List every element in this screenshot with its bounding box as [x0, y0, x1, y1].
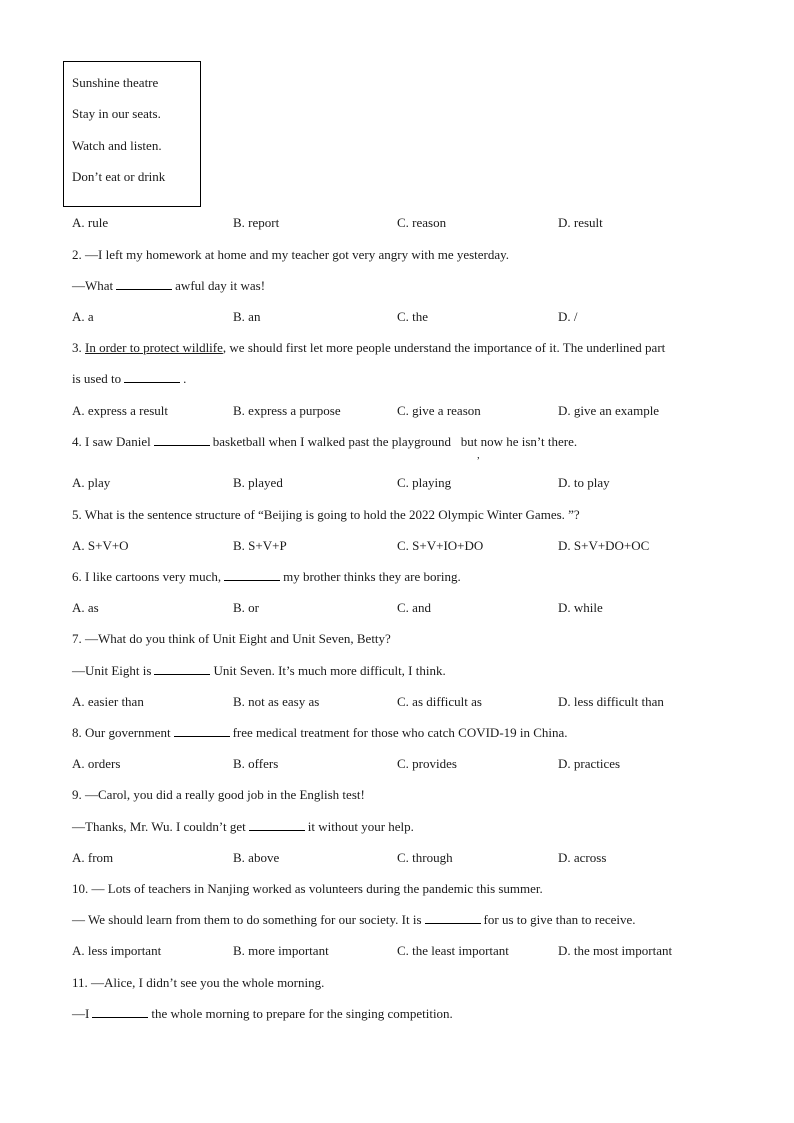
answer-blank[interactable] — [224, 569, 280, 581]
notice-line: Sunshine theatre — [72, 75, 159, 90]
option-d[interactable]: D. give an example — [558, 403, 660, 418]
answer-blank[interactable] — [425, 912, 481, 924]
option-d[interactable]: D. while — [558, 600, 603, 615]
q11-line2: —I the whole morning to prepare for the singing competition. — [72, 1006, 453, 1021]
option-b[interactable]: B. express a purpose — [233, 403, 341, 418]
option-b[interactable]: B. an — [233, 309, 261, 324]
notice-line: Stay in our seats. — [72, 106, 161, 121]
option-b[interactable]: B. S+V+P — [233, 538, 287, 553]
answer-blank[interactable] — [92, 1006, 148, 1018]
option-c[interactable]: C. through — [397, 850, 453, 865]
answer-blank[interactable] — [124, 371, 180, 383]
option-c[interactable]: C. the — [397, 309, 429, 324]
notice-line: Watch and listen. — [72, 138, 162, 153]
option-a[interactable]: A. S+V+O — [72, 538, 129, 553]
stray-comma: , — [477, 449, 480, 461]
option-c[interactable]: C. the least important — [397, 943, 509, 958]
option-d[interactable]: D. across — [558, 850, 607, 865]
answer-blank[interactable] — [154, 663, 210, 675]
option-c[interactable]: C. S+V+IO+DO — [397, 538, 484, 553]
option-a[interactable]: A. a — [72, 309, 94, 324]
q9-stem: 9. —Carol, you did a really good job in the English test! — [72, 787, 365, 802]
option-c[interactable]: C. and — [397, 600, 431, 615]
option-a[interactable]: A. less important — [72, 943, 162, 958]
q11-stem: 11. —Alice, I didn’t see you the whole morning. — [72, 975, 325, 990]
option-c[interactable]: C. as difficult as — [397, 694, 482, 709]
option-b[interactable]: B. not as easy as — [233, 694, 320, 709]
option-d[interactable]: D. / — [558, 309, 578, 324]
option-a[interactable]: A. easier than — [72, 694, 144, 709]
option-a[interactable]: A. from — [72, 850, 114, 865]
q2-stem: 2. —I left my homework at home and my teacher got very angry with me yesterday. — [72, 247, 510, 262]
q3-line2: is used to . — [72, 371, 187, 386]
option-a[interactable]: A. play — [72, 475, 111, 490]
option-c[interactable]: C. playing — [397, 475, 452, 490]
option-b[interactable]: B. or — [233, 600, 259, 615]
option-d[interactable]: D. result — [558, 215, 603, 230]
option-d[interactable]: D. to play — [558, 475, 610, 490]
q7-line2: —Unit Eight is Unit Seven. It’s much more difficult, I think. — [72, 663, 446, 678]
option-a[interactable]: A. orders — [72, 756, 121, 771]
q7-stem: 7. —What do you think of Unit Eight and Unit Seven, Betty? — [72, 631, 391, 646]
notice-box — [63, 61, 201, 207]
option-d[interactable]: D. practices — [558, 756, 621, 771]
option-b[interactable]: B. played — [233, 475, 283, 490]
answer-blank[interactable] — [174, 725, 230, 737]
answer-blank[interactable] — [154, 434, 210, 446]
option-b[interactable]: B. report — [233, 215, 280, 230]
q9-line2: —Thanks, Mr. Wu. I couldn’t get it without your help. — [72, 819, 414, 834]
q2-line2: —What awful day it was! — [72, 278, 266, 293]
underlined-part: In order to protect wildlife — [85, 340, 223, 355]
option-c[interactable]: C. give a reason — [397, 403, 481, 418]
option-b[interactable]: B. more important — [233, 943, 329, 958]
option-b[interactable]: B. offers — [233, 756, 279, 771]
option-b[interactable]: B. above — [233, 850, 280, 865]
option-d[interactable]: D. less difficult than — [558, 694, 664, 709]
option-d[interactable]: D. the most important — [558, 943, 673, 958]
notice-line: Don’t eat or drink — [72, 169, 166, 184]
option-a[interactable]: A. as — [72, 600, 99, 615]
option-c[interactable]: C. reason — [397, 215, 447, 230]
q4-stem: 4. I saw Daniel basketball when I walked past the playground but now he isn’t there. — [72, 434, 578, 449]
q5-stem: 5. What is the sentence structure of “Beijing is going to hold the 2022 Olympic Winter Games. ”? — [72, 507, 580, 522]
q3-stem: 3. In order to protect wildlife, we should first let more people understand the importance of it. The underlined part — [72, 340, 666, 355]
q8-stem: 8. Our government free medical treatment for those who catch COVID-19 in China. — [72, 725, 568, 740]
option-a[interactable]: A. rule — [72, 215, 109, 230]
answer-blank[interactable] — [249, 819, 305, 831]
answer-blank[interactable] — [116, 278, 172, 290]
option-d[interactable]: D. S+V+DO+OC — [558, 538, 650, 553]
option-a[interactable]: A. express a result — [72, 403, 169, 418]
q10-line2: — We should learn from them to do something for our society. It is for us to give than to receive. — [72, 912, 636, 927]
q10-stem: 10. — Lots of teachers in Nanjing worked as volunteers during the pandemic this summer. — [72, 881, 543, 896]
option-c[interactable]: C. provides — [397, 756, 457, 771]
q6-stem: 6. I like cartoons very much, my brother thinks they are boring. — [72, 569, 461, 584]
